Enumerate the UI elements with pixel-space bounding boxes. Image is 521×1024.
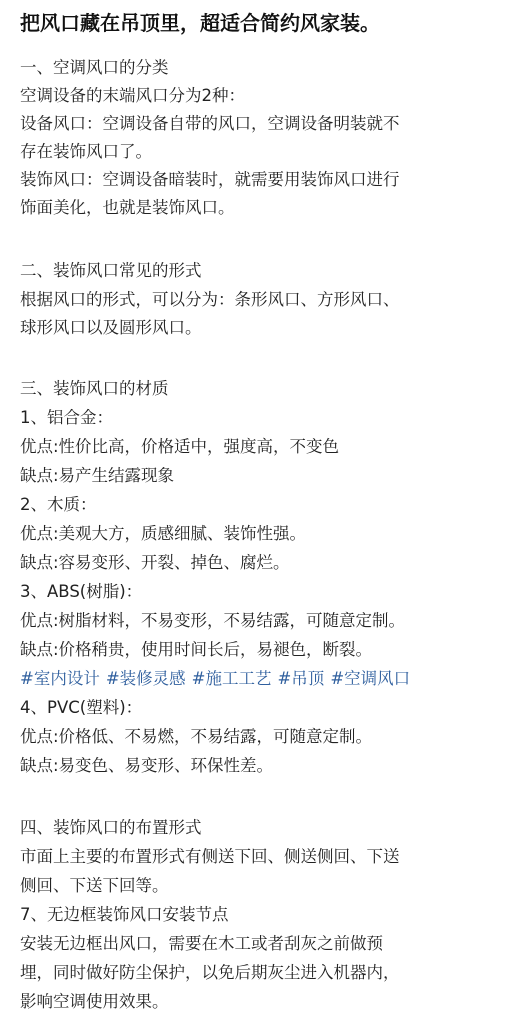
section-heading-2: 二、装饰风口常见的形式: [20, 261, 202, 280]
article-title: 把风口藏在吊顶里，超适合简约风家装。: [20, 11, 380, 35]
paragraph-line: 球形风口以及圆形风口。: [20, 318, 202, 337]
section-heading-3: 三、装饰风口的材质: [20, 379, 169, 398]
cons-line: 缺点:容易变形、开裂、掉色、腐烂。: [20, 553, 290, 572]
paragraph-line: 设备风口：空调设备自带的风口，空调设备明装就不: [20, 114, 400, 133]
cons-line: 缺点:易产生结露现象: [20, 466, 175, 485]
paragraph-line: 饰面美化，也就是装饰风口。: [20, 198, 235, 217]
paragraph-line: 装饰风口：空调设备暗装时，就需要用装饰风口进行: [20, 170, 400, 189]
pros-line: 优点:树脂材料，不易变形，不易结露，可随意定制。: [20, 611, 406, 630]
cons-line: 缺点:易变色、易变形、环保性差。: [20, 756, 274, 775]
pros-line: 优点:性价比高，价格适中，强度高，不变色: [20, 437, 340, 456]
hashtag-link[interactable]: #室内设计: [20, 669, 100, 688]
cons-line: 缺点:价格稍贵，使用时间长后，易褪色，断裂。: [20, 640, 373, 659]
paragraph-line: 存在装饰风口了。: [20, 142, 152, 161]
hashtag-link[interactable]: #吊顶: [277, 669, 325, 688]
material-heading: 2、木质：: [20, 495, 97, 514]
paragraph-line: 根据风口的形式，可以分为：条形风口、方形风口、: [20, 290, 400, 309]
hashtag-link[interactable]: #施工工艺: [191, 669, 272, 688]
paragraph-line: 埋，同时做好防尘保护，以免后期灰尘进入机器内，: [20, 963, 400, 982]
paragraph-line: 影响空调使用效果。: [20, 992, 169, 1011]
paragraph-line: 市面上主要的布置形式有侧送下回、侧送侧回、下送: [20, 847, 400, 866]
material-heading: 3、ABS(树脂)：: [20, 582, 143, 601]
paragraph-line: 空调设备的末端风口分为2种：: [20, 86, 245, 105]
material-heading: 1、铝合金：: [20, 408, 113, 427]
material-heading: 4、PVC(塑料)：: [20, 698, 143, 717]
pros-line: 优点:美观大方，质感细腻、装饰性强。: [20, 524, 307, 543]
section-heading-7: 7、无边框装饰风口安装节点: [20, 905, 229, 924]
section-heading-1: 一、空调风口的分类: [20, 58, 169, 77]
section-heading-4: 四、装饰风口的布置形式: [20, 818, 202, 837]
hashtag-link[interactable]: #空调风口: [330, 669, 411, 688]
hashtag-row: [20, 665, 416, 693]
paragraph-line: 侧回、下送下回等。: [20, 876, 169, 895]
paragraph-line: 安装无边框出风口，需要在木工或者刮灰之前做预: [20, 934, 383, 953]
hashtag-link[interactable]: #装修灵感: [105, 669, 186, 688]
pros-line: 优点:价格低、不易燃，不易结露，可随意定制。: [20, 727, 373, 746]
